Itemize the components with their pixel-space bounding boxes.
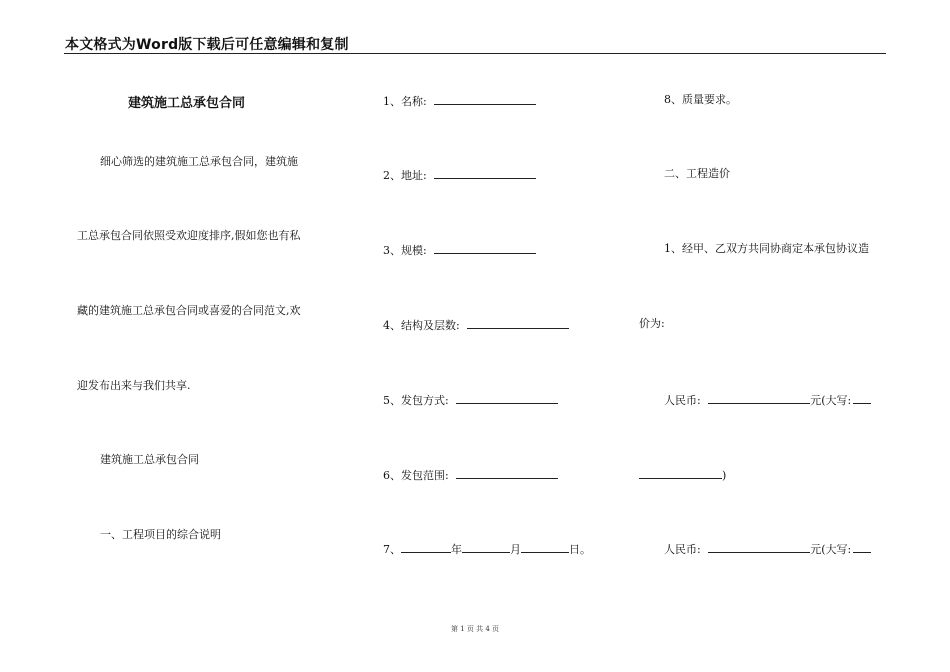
cost-clause-line-1: 1、经甲、乙双方共同协商定本承包协议造 [664,242,869,255]
intro-paragraph-line-4: 迎发布出来与我们共享. [77,379,191,392]
rmb-amount-2-blank[interactable] [708,541,810,553]
field-date-day-blank[interactable] [521,541,569,553]
field-date-year-blank[interactable] [401,541,451,553]
field-structure-label: 4、结构及层数: [383,319,460,332]
rmb-amount-1-words-blank-2[interactable] [639,467,722,479]
intro-paragraph-line-1: 细心筛选的建筑施工总承包合同，建筑施 [100,155,298,168]
rmb-amount-1-label: 人民币: [664,394,701,407]
field-scale-label: 3、规模: [383,244,427,257]
field-contract-scope [383,467,558,483]
rmb-amount-1-words-blank[interactable] [853,392,871,404]
field-date-year-label: 年 [451,543,462,556]
field-scale-blank[interactable] [434,242,536,254]
rmb-amount-2-suffix: 元(大写: [810,543,852,556]
header-divider [64,53,886,54]
quality-requirement: 8、质量要求。 [664,93,737,106]
field-contract-scope-blank[interactable] [456,467,558,479]
rmb-amount-1-suffix: 元(大写: [810,394,852,407]
contract-subtitle: 建筑施工总承包合同 [100,453,199,466]
field-contract-method-blank[interactable] [456,392,558,404]
field-address [383,167,536,183]
document-header-title: 本文格式为Word版下载后可任意编辑和复制 [65,37,349,53]
rmb-amount-2-words-blank[interactable] [853,541,871,553]
page-number-footer: 第 1 页 共 4 页 [450,625,500,633]
section-heading-1: 一、工程项目的综合说明 [100,528,221,541]
field-date-day-label: 日。 [569,543,591,556]
rmb-amount-1 [664,392,871,408]
field-name [383,93,536,109]
field-contract-scope-label: 6、发包范围: [383,469,449,482]
field-address-label: 2、地址: [383,169,427,182]
field-address-blank[interactable] [434,167,536,179]
field-contract-method [383,392,558,408]
field-date-month-blank[interactable] [462,541,510,553]
section-heading-2: 二、工程造价 [664,167,730,180]
rmb-amount-1-close: ) [722,469,727,482]
rmb-amount-2-label: 人民币: [664,543,701,556]
rmb-amount-2 [664,541,871,557]
field-scale [383,242,536,258]
field-name-label: 1、名称: [383,95,427,108]
rmb-amount-1-blank[interactable] [708,392,810,404]
intro-paragraph-line-3: 藏的建筑施工总承包合同或喜爱的合同范文,欢 [77,304,301,317]
field-name-blank[interactable] [434,93,536,105]
field-date [383,541,591,557]
field-structure [383,317,569,333]
field-structure-blank[interactable] [467,317,569,329]
field-date-prefix: 7、 [383,543,401,556]
document-title: 建筑施工总承包合同 [128,96,246,111]
rmb-amount-1-continued [639,467,726,483]
cost-clause-line-2: 价为: [639,317,665,330]
intro-paragraph-line-2: 工总承包合同依照受欢迎度排序,假如您也有私 [77,229,301,242]
field-contract-method-label: 5、发包方式: [383,394,449,407]
field-date-month-label: 月 [510,543,521,556]
